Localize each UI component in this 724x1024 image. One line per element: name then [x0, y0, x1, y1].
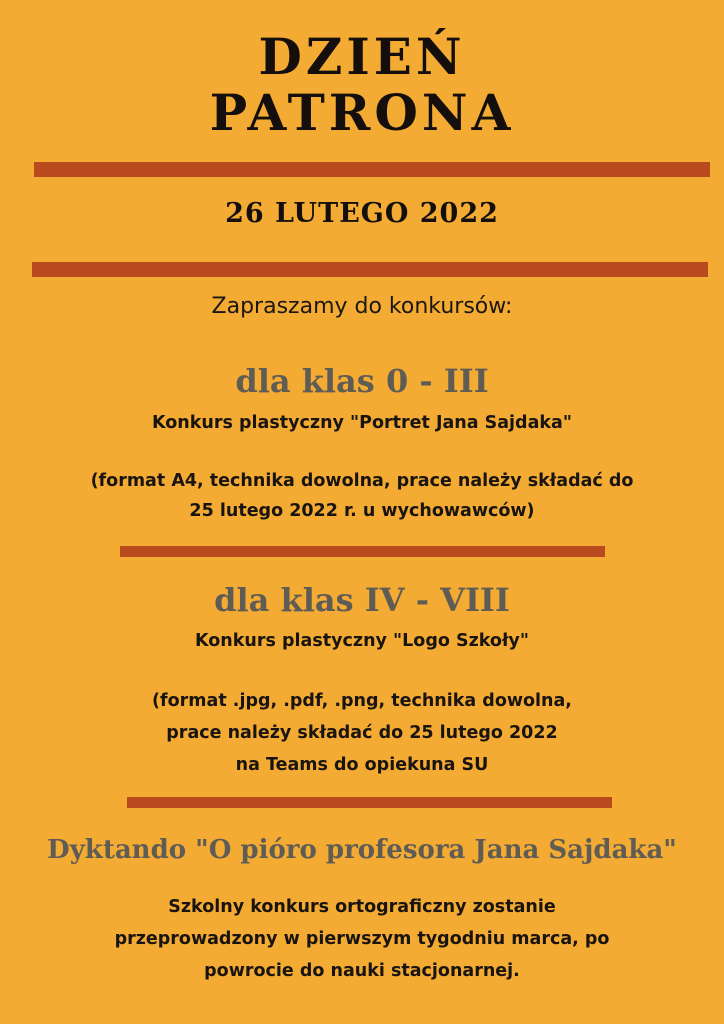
event-date: 26 LUTEGO 2022	[225, 198, 499, 229]
divider-top	[34, 162, 710, 177]
contest-logo-details-line-1: (format .jpg, .pdf, .png, technika dowolna,	[152, 691, 572, 711]
section-heading-grades-4-8: dla klas IV - VIII	[214, 581, 510, 619]
contest-portrait-details-line-1: (format A4, technika dowolna, prace należy składać do	[90, 471, 634, 491]
contest-portrait-title: Konkurs plastyczny "Portret Jana Sajdaka"	[152, 413, 572, 433]
contest-logo-details-line-2: prace należy składać do 25 lutego 2022	[166, 723, 558, 743]
divider-after-date	[32, 262, 708, 277]
divider-section-2	[127, 797, 612, 808]
contest-portrait-details-line-2: 25 lutego 2022 r. u wychowawców)	[189, 501, 535, 521]
contest-logo-details-line-3: na Teams do opiekuna SU	[235, 755, 489, 775]
section-heading-dictation: Dyktando "O pióro profesora Jana Sajdaka"	[47, 835, 677, 865]
divider-section-1	[120, 546, 605, 557]
title-line-2: PATRONA	[209, 83, 515, 142]
invitation-text: Zapraszamy do konkursów:	[211, 294, 513, 319]
dictation-details-line-2: przeprowadzony w pierwszym tygodniu marca, po	[114, 929, 610, 949]
dictation-details-line-1: Szkolny konkurs ortograficzny zostanie	[168, 897, 556, 917]
title-line-1: DZIEŃ	[258, 27, 466, 86]
contest-logo-title: Konkurs plastyczny "Logo Szkoły"	[195, 631, 529, 651]
dictation-details-line-3: powrocie do nauki stacjonarnej.	[204, 961, 520, 981]
section-heading-grades-0-3: dla klas 0 - III	[235, 362, 489, 400]
